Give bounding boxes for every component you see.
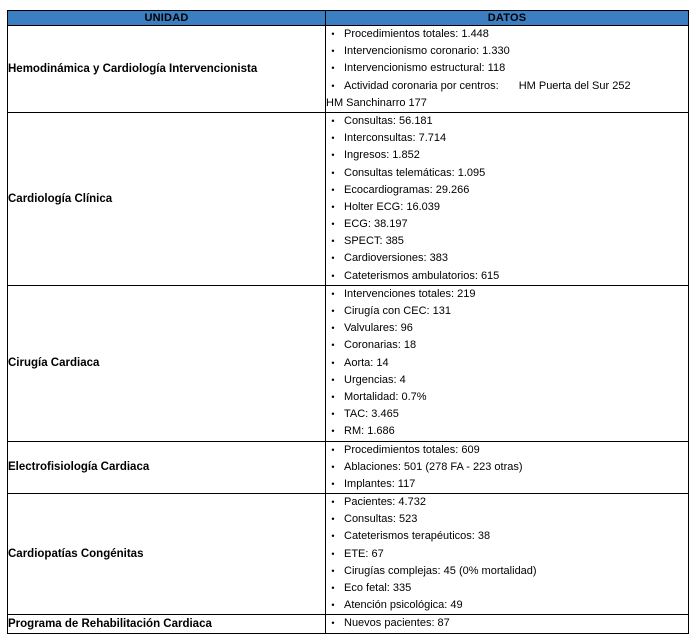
- list-item: • ETE: 67: [326, 546, 688, 563]
- data-list: [326, 286, 688, 441]
- unit-cell: Programa de Rehabilitación Cardiaca: [8, 615, 326, 633]
- bullet-icon: •: [331, 444, 335, 455]
- bullet-icon: •: [331, 340, 335, 351]
- table-row: [8, 615, 689, 633]
- list-item: • TAC: 3.465: [326, 406, 688, 423]
- list-item: • Procedimientos totales: 1.448: [326, 26, 688, 43]
- header-unidad: UNIDAD: [8, 11, 326, 26]
- list-item: • SPECT: 385: [326, 233, 688, 250]
- bullet-icon: •: [331, 357, 335, 368]
- bullet-icon: •: [331, 514, 335, 525]
- list-item: • Cateterismos terapéuticos: 38: [326, 528, 688, 545]
- bullet-icon: •: [331, 46, 335, 57]
- list-item: • Valvulares: 96: [326, 320, 688, 337]
- list-item: • Interconsultas: 7.714: [326, 130, 688, 147]
- list-item: • Intervenciones totales: 219: [326, 286, 688, 303]
- unit-cell: Electrofisiología Cardiaca: [8, 441, 326, 494]
- table-header-row: [8, 11, 689, 26]
- centers-second: HM Sanchinarro 177: [326, 96, 427, 109]
- list-item: • Ecocardiogramas: 29.266: [326, 182, 688, 199]
- bullet-icon: •: [331, 219, 335, 230]
- list-item: • ECG: 38.197: [326, 216, 688, 233]
- bullet-icon: •: [331, 618, 335, 629]
- header-datos: DATOS: [326, 11, 689, 26]
- bullet-icon: •: [331, 531, 335, 542]
- list-item: • Aorta: 14: [326, 355, 688, 372]
- bullet-icon: •: [331, 167, 335, 178]
- bullet-icon: •: [331, 201, 335, 212]
- table-row: [8, 285, 689, 441]
- bullet-icon: •: [331, 115, 335, 126]
- list-item: • Intervencionismo estructural: 118: [326, 60, 688, 77]
- list-item-continuation: [326, 95, 688, 112]
- bullet-icon: •: [331, 288, 335, 299]
- list-item: • Holter ECG: 16.039: [326, 199, 688, 216]
- data-list: [326, 113, 688, 285]
- bullet-icon: •: [331, 478, 335, 489]
- bullet-icon: •: [331, 565, 335, 576]
- bullet-icon: •: [331, 29, 335, 39]
- list-item: • Cateterismos ambulatorios: 615: [326, 268, 688, 285]
- list-item: • Cirugía con CEC: 131: [326, 303, 688, 320]
- list-item: • Procedimientos totales: 609: [326, 442, 688, 459]
- data-list: [326, 26, 688, 112]
- list-item: • Atención psicológica: 49: [326, 597, 688, 614]
- data-cell: [326, 615, 689, 633]
- bullet-icon: •: [331, 548, 335, 559]
- list-item: • Mortalidad: 0.7%: [326, 389, 688, 406]
- list-item: • Pacientes: 4.732: [326, 494, 688, 511]
- list-item: • Implantes: 117: [326, 476, 688, 493]
- table-row: [8, 441, 689, 494]
- list-item: • Ablaciones: 501 (278 FA - 223 otras): [326, 459, 688, 476]
- list-item: • Cirugías complejas: 45 (0% mortalidad): [326, 563, 688, 580]
- list-item: • Urgencias: 4: [326, 372, 688, 389]
- bullet-icon: •: [331, 374, 335, 385]
- unit-cell: Cardiopatías Congénitas: [8, 494, 326, 615]
- unit-cell: Cirugía Cardiaca: [8, 285, 326, 441]
- data-list: [326, 615, 688, 632]
- bullet-icon: •: [331, 323, 335, 334]
- bullet-icon: •: [331, 133, 335, 144]
- bullet-icon: •: [331, 253, 335, 264]
- list-item: • Ingresos: 1.852: [326, 147, 688, 164]
- bullet-icon: •: [331, 461, 335, 472]
- bullet-icon: •: [331, 63, 335, 74]
- list-item: • Nuevos pacientes: 87: [326, 615, 688, 632]
- bullet-icon: •: [331, 583, 335, 593]
- bullet-icon: •: [331, 236, 335, 247]
- table-row: [8, 112, 689, 285]
- table-row: [8, 494, 689, 615]
- centers-first: HM Puerta del Sur 252: [518, 79, 631, 92]
- data-cell: [326, 494, 689, 615]
- list-item: • Coronarias: 18: [326, 337, 688, 354]
- bullet-icon: •: [331, 391, 335, 402]
- list-item: • Consultas: 56.181: [326, 113, 688, 130]
- table-row: [8, 26, 689, 113]
- bullet-icon: •: [331, 270, 335, 281]
- bullet-icon: •: [331, 80, 335, 91]
- data-list: [326, 494, 688, 614]
- data-cell: [326, 112, 689, 285]
- data-cell: [326, 26, 689, 113]
- activity-table: [7, 10, 689, 634]
- bullet-icon: •: [331, 600, 335, 611]
- bullet-icon: •: [331, 150, 335, 161]
- bullet-icon: •: [331, 184, 335, 195]
- data-cell: [326, 441, 689, 494]
- list-item: • RM: 1.686: [326, 423, 688, 440]
- unit-cell: Cardiología Clínica: [8, 112, 326, 285]
- list-item: • Cardioversiones: 383: [326, 250, 688, 267]
- list-item: • Actividad coronaria por centros: HM Puerta del Sur 252: [326, 78, 688, 95]
- list-item: • Consultas: 523: [326, 511, 688, 528]
- list-item: • Eco fetal: 335: [326, 580, 688, 597]
- list-item: • Intervencionismo coronario: 1.330: [326, 43, 688, 60]
- list-item: • Consultas telemáticas: 1.095: [326, 165, 688, 182]
- bullet-icon: •: [331, 306, 335, 316]
- bullet-icon: •: [331, 409, 335, 420]
- data-cell: [326, 285, 689, 441]
- data-list: [326, 442, 688, 494]
- bullet-icon: •: [331, 426, 335, 437]
- unit-cell: Hemodinámica y Cardiología Intervencionista: [8, 26, 326, 113]
- bullet-icon: •: [331, 497, 335, 508]
